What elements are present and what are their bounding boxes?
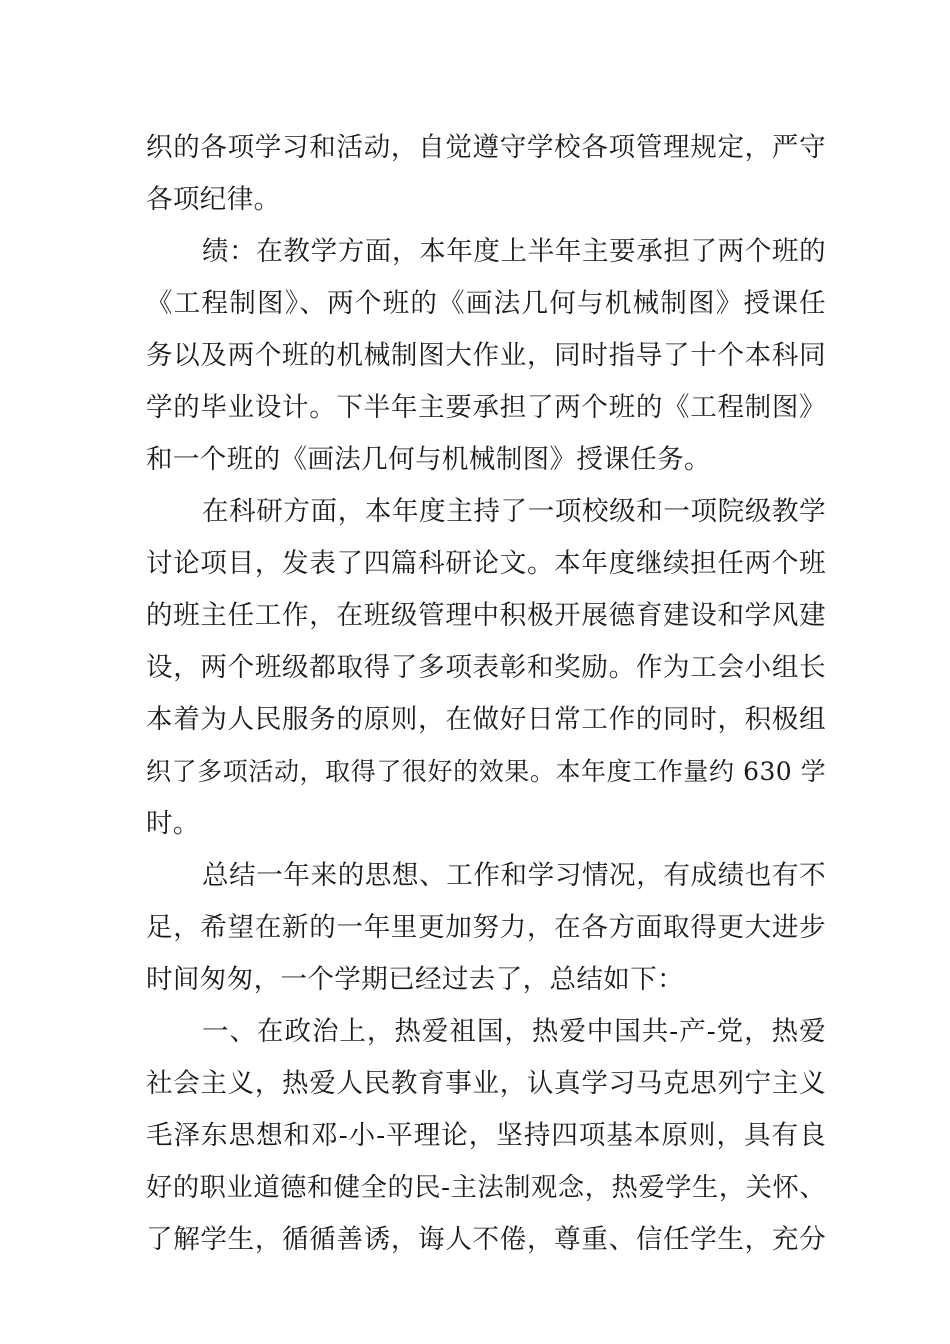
text-line: 设，两个班级都取得了多项表彰和奖励。作为工会小组长 (146, 652, 826, 683)
text-line: 的班主任工作，在班级管理中积极开展德育建设和学风建 (146, 600, 826, 631)
text-line: 和一个班的《画法几何与机械制图》授课任务。 (146, 444, 711, 475)
text-line: 总结一年来的思想、工作和学习情况，有成绩也有不 (202, 860, 826, 891)
text-line: 织的各项学习和活动，自觉遵守学校各项管理规定，严守 (146, 132, 826, 163)
text-line: 好的职业道德和健全的民-主法制观念，热爱学生，关怀、 (146, 1173, 826, 1203)
text-line: 了解学生，循循善诱，诲人不倦，尊重、信任学生，充分 (146, 1224, 826, 1255)
text-line: 在科研方面，本年度主持了一项校级和一项院级教学 (202, 496, 826, 527)
text-line: 毛泽东思想和邓-小-平理论，坚持四项基本原则，具有良 (146, 1120, 826, 1151)
text-line: 各项纪律。 (146, 184, 281, 215)
text-line: 本着为人民服务的原则，在做好日常工作的同时，积极组 (146, 704, 826, 735)
text-line: 时间匆匆，一个学期已经过去了，总结如下： (146, 964, 684, 995)
text-line: 务以及两个班的机械制图大作业，同时指导了十个本科同 (146, 340, 826, 371)
text-line: 讨论项目，发表了四篇科研论文。本年度继续担任两个班 (146, 548, 826, 579)
text-line: 《工程制图》、两个班的《画法几何与机械制图》授课任 (146, 288, 826, 319)
text-line: 一、在政治上，热爱祖国，热爱中国共-产-党，热爱 (202, 1016, 826, 1047)
text-line: 足，希望在新的一年里更加努力，在各方面取得更大进步 (146, 912, 826, 943)
text-line: 绩：在教学方面，本年度上半年主要承担了两个班的 (202, 236, 826, 267)
text-line: 社会主义，热爱人民教育事业，认真学习马克思列宁主义 (146, 1068, 826, 1099)
text-line: 织了多项活动，取得了很好的效果。本年度工作量约 630 学 (146, 757, 826, 786)
text-line: 学的毕业设计。下半年主要承担了两个班的《工程制图》 (146, 392, 826, 423)
text-line: 时。 (146, 808, 200, 839)
